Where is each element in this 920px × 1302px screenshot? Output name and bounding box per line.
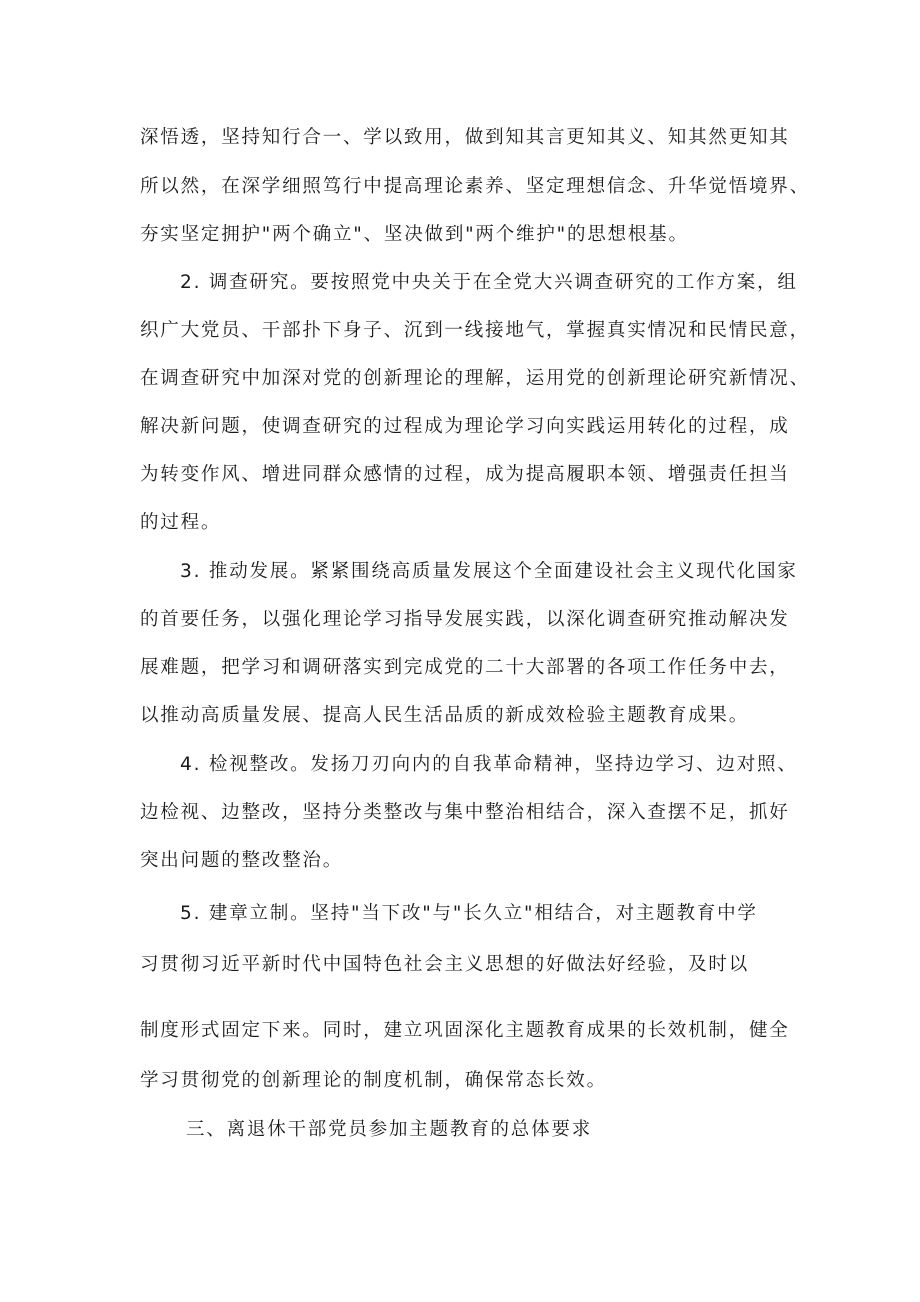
section-heading: 三、离退休干部党员参加主题教育的总体要求 — [186, 1119, 593, 1140]
text-line: 展难题，把学习和调研落实到完成党的二十大部署的各项工作任务中去， — [140, 657, 790, 678]
text-line: 所以然，在深学细照笃行中提高理论素养、坚定理想信念、升华觉悟境界、 — [140, 176, 810, 197]
text-line: 3. 推动发展。紧紧围绕高质量发展这个全面建设社会主义现代化国家 — [180, 561, 798, 582]
text-line: 制度形式固定下来。同时，建立巩固深化主题教育成果的长效机制，健全 — [140, 1020, 790, 1041]
text-line: 习贯彻习近平新时代中国特色社会主义思想的好做法好经验，及时以 — [140, 954, 750, 975]
text-line: 织广大党员、干部扑下身子、沉到一线接地气，掌握真实情况和民情民意， — [140, 320, 810, 341]
text-line: 的首要任务，以强化理论学习指导发展实践，以深化调查研究推动解决发 — [140, 609, 790, 630]
text-line: 以推动高质量发展、提高人民生活品质的新成效检验主题教育成果。 — [140, 705, 750, 726]
text-line: 突出问题的整改整治。 — [140, 850, 344, 871]
text-line: 解决新问题，使调查研究的过程成为理论学习向实践运用转化的过程，成 — [140, 416, 790, 437]
text-line: 在调查研究中加深对党的创新理论的理解，运用党的创新理论研究新情况、 — [140, 368, 810, 389]
text-line: 夯实坚定拥护"两个确立"、坚决做到"两个维护"的思想根基。 — [140, 224, 689, 245]
text-line: 深悟透，坚持知行合一、学以致用，做到知其言更知其义、知其然更知其 — [140, 127, 790, 148]
text-line: 边检视、边整改，坚持分类整改与集中整治相结合，深入查摆不足，抓好 — [140, 802, 790, 823]
text-line: 5. 建章立制。坚持"当下改"与"长久立"相结合，对主题教育中学 — [180, 903, 758, 924]
text-line: 为转变作风、增进同群众感情的过程，成为提高履职本领、增强责任担当 — [140, 464, 790, 485]
text-line: 学习贯彻党的创新理论的制度机制，确保常态长效。 — [140, 1070, 607, 1091]
text-line: 的过程。 — [140, 512, 222, 533]
text-line: 4. 检视整改。发扬刀刃向内的自我革命精神，坚持边学习、边对照、 — [180, 754, 798, 775]
text-line: 2. 调查研究。要按照党中央关于在全党大兴调查研究的工作方案，组 — [180, 272, 798, 293]
